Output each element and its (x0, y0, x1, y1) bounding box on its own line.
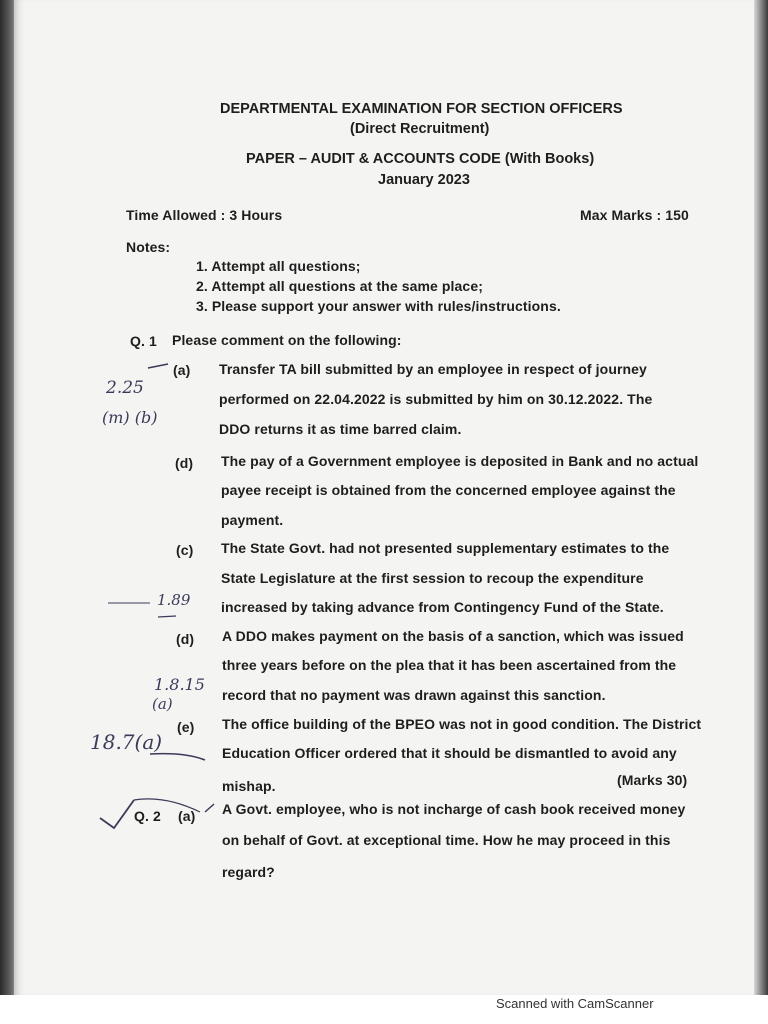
question-prompt: Please comment on the following: (172, 332, 402, 348)
part-line: A DDO makes payment on the basis of a sanction, which was issued (222, 628, 684, 644)
tick-mark (100, 800, 134, 828)
part-line: DDO returns it as time barred claim. (219, 421, 462, 437)
part-line: regard? (222, 864, 275, 880)
part-line: State Legislature at the first session to recoup the expenditure (221, 570, 644, 586)
max-marks: Max Marks : 150 (580, 207, 689, 223)
exam-subtitle: (Direct Recruitment) (350, 121, 490, 137)
part-line: increased by taking advance from Contingency Fund of the State. (221, 599, 664, 615)
tick-mark (205, 804, 214, 812)
part-line: The office building of the BPEO was not in good condition. The District (222, 716, 702, 732)
scanner-watermark: Scanned with CamScanner (496, 996, 654, 1011)
part-line: Education Officer ordered that it should be dismantled to avoid any (222, 745, 677, 761)
part-line: A Govt. employee, who is not incharge of cash book received money (222, 801, 686, 817)
part-line: The State Govt. had not presented supplementary estimates to the (221, 540, 670, 556)
time-allowed: Time Allowed : 3 Hours (126, 207, 283, 223)
handwritten-note: 2.25 (106, 378, 144, 398)
part-label: (d) (176, 631, 195, 647)
question-number: Q. 1 (130, 333, 157, 349)
pen-dash (158, 616, 176, 617)
part-line: record that no payment was drawn against this sanction. (222, 687, 606, 703)
handwritten-note: 18.7(a) (90, 730, 163, 754)
handwritten-note: 1.8.15 (154, 675, 205, 694)
part-line: Transfer TA bill submitted by an employee in respect of journey (219, 361, 647, 377)
notes-title: Notes: (126, 239, 171, 255)
part-line: payment. (221, 512, 284, 528)
part-line: The pay of a Government employee is deposited in Bank and no actual (221, 453, 699, 469)
exam-title: DEPARTMENTAL EXAMINATION FOR SECTION OFFICERS (220, 101, 623, 117)
part-line: mishap. (222, 778, 276, 794)
note-item: 2. Attempt all questions at the same place; (196, 278, 483, 294)
note-item: 3. Please support your answer with rules/instructions. (196, 298, 561, 314)
pen-mark (134, 799, 200, 812)
section-marks: (Marks 30) (617, 772, 688, 788)
part-line: on behalf of Govt. at exceptional time. How he may proceed in this (222, 832, 671, 848)
part-line: payee receipt is obtained from the concerned employee against the (221, 482, 676, 498)
pen-curve (150, 754, 205, 760)
part-label: (a) (178, 808, 196, 824)
pen-dash (148, 364, 168, 368)
part-label: (a) (173, 362, 191, 378)
part-label: (d) (175, 455, 194, 471)
handwritten-note: (m) (b) (102, 408, 158, 427)
part-line: three years before on the plea that it has been ascertained from the (222, 657, 677, 673)
part-label: (e) (177, 719, 195, 735)
note-item: 1. Attempt all questions; (196, 258, 361, 274)
question-number: Q. 2 (134, 808, 161, 824)
paper-title: PAPER – AUDIT & ACCOUNTS CODE (With Books) (246, 151, 595, 167)
handwritten-note: (a) (152, 695, 173, 713)
part-label: (c) (176, 542, 194, 558)
part-line: performed on 22.04.2022 is submitted by him on 30.12.2022. The (219, 391, 653, 407)
handwritten-note: 1.89 (157, 591, 191, 609)
exam-date: January 2023 (378, 172, 470, 188)
